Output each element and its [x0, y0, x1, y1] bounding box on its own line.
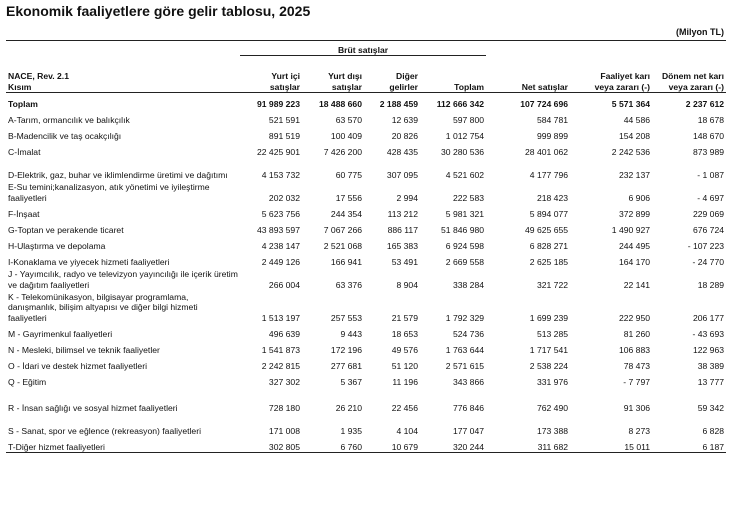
- cell-period-net-profit: 148 670: [692, 131, 725, 141]
- cell-domestic-sales: 5 623 756: [261, 209, 300, 219]
- cell-other-income: 2 994: [396, 193, 418, 203]
- row-label: B-Madencilik ve taş ocakçılığı: [8, 130, 122, 141]
- cell-period-net-profit: 18 289: [697, 280, 725, 290]
- cell-net-sales: 173 388: [536, 426, 569, 436]
- cell-total: 112 666 342: [436, 99, 485, 109]
- cell-domestic-sales: 2 449 126: [261, 257, 300, 267]
- cell-net-sales: 513 285: [536, 329, 569, 339]
- cell-total: 4 521 602: [445, 170, 485, 180]
- cell-period-net-profit: 6 187: [652, 436, 726, 453]
- cell-domestic-sales: 43 893 597: [256, 225, 300, 235]
- header-foreign-sales: Yurt dışı satışlar: [328, 71, 362, 92]
- cell-total: 5 981 321: [445, 209, 485, 219]
- cell-period-net-profit: 13 777: [697, 377, 725, 387]
- unit-label: (Milyon TL): [676, 27, 724, 37]
- row-label: O - İdari ve destek hizmet faaliyetleri: [8, 360, 147, 371]
- row-label: S - Sanat, spor ve eğlence (rekreasyon) faaliyetleri: [8, 425, 201, 436]
- cell-net-sales: 311 682: [486, 436, 570, 453]
- row-label: G-Toptan ve perakende ticaret: [8, 224, 124, 235]
- cell-domestic-sales: 496 639: [268, 329, 300, 339]
- table-row: [6, 436, 726, 453]
- cell-total: 597 800: [452, 115, 485, 125]
- cell-net-sales: 762 490: [536, 403, 569, 413]
- cell-operating-profit: 232 137: [618, 170, 651, 180]
- cell-domestic-sales: 327 302: [268, 377, 300, 387]
- cell-period-net-profit: - 24 770: [692, 257, 725, 267]
- row-label: I-Konaklama ve yiyecek hizmeti faaliyetleri: [8, 256, 170, 267]
- cell-total: 524 736: [452, 329, 485, 339]
- cell-domestic-sales: 728 180: [268, 403, 300, 413]
- row-label: M - Gayrimenkul faaliyetleri: [8, 328, 113, 339]
- table-row: [6, 251, 726, 267]
- table-row: [6, 387, 726, 413]
- cell-domestic-sales: 266 004: [268, 280, 300, 290]
- cell-domestic-sales: 1 541 873: [261, 345, 300, 355]
- table-row: [6, 157, 726, 180]
- cell-domestic-sales: 171 008: [268, 426, 300, 436]
- table-row: [6, 371, 726, 387]
- cell-net-sales: 2 538 224: [529, 361, 569, 371]
- cell-operating-profit: 1 490 927: [611, 225, 651, 235]
- cell-foreign-sales: 63 376: [335, 280, 362, 290]
- cell-operating-profit: 15 011: [570, 436, 652, 453]
- cell-total: 1 792 329: [445, 313, 485, 323]
- cell-total: 222 583: [452, 193, 485, 203]
- cell-foreign-sales: 6 760: [302, 436, 364, 453]
- cell-operating-profit: 91 306: [623, 403, 651, 413]
- cell-operating-profit: 154 208: [618, 131, 651, 141]
- row-label: T-Diğer hizmet faaliyetleri: [6, 436, 240, 453]
- row-label: C-İmalat: [8, 146, 41, 157]
- cell-total: 30 280 536: [441, 147, 485, 157]
- row-label: R - İnsan sağlığı ve sosyal hizmet faaliyetleri: [8, 402, 178, 413]
- cell-foreign-sales: 5 367: [340, 377, 362, 387]
- header-other-income: Diğer gelirler: [389, 71, 418, 92]
- cell-net-sales: 6 828 271: [529, 241, 569, 251]
- cell-other-income: 20 826: [391, 131, 418, 141]
- header-period-net-profit: Dönem net karı veya zararı (-): [652, 41, 726, 93]
- cell-total: 2 669 558: [445, 257, 485, 267]
- cell-operating-profit: 78 473: [623, 361, 651, 371]
- cell-period-net-profit: 229 069: [692, 209, 725, 219]
- cell-domestic-sales: 2 242 815: [261, 361, 300, 371]
- cell-operating-profit: 8 273: [628, 426, 651, 436]
- cell-period-net-profit: - 4 697: [697, 193, 725, 203]
- table-row: [6, 290, 726, 323]
- row-label: Q - Eğitim: [8, 376, 47, 387]
- cell-operating-profit: 222 950: [618, 313, 651, 323]
- cell-domestic-sales: 91 989 223: [256, 99, 300, 109]
- cell-other-income: 8 904: [396, 280, 418, 290]
- cell-net-sales: 218 423: [536, 193, 569, 203]
- row-label: H-Ulaştırma ve depolama: [8, 240, 106, 251]
- cell-total: 1 763 644: [445, 345, 485, 355]
- cell-other-income: 428 435: [386, 147, 418, 157]
- cell-other-income: 10 679: [364, 436, 420, 453]
- cell-foreign-sales: 257 553: [330, 313, 362, 323]
- cell-period-net-profit: 6 828: [702, 426, 725, 436]
- table-row: [6, 323, 726, 339]
- cell-foreign-sales: 63 570: [335, 115, 362, 125]
- cell-operating-profit: 22 141: [623, 280, 651, 290]
- table-row: [6, 267, 726, 290]
- cell-operating-profit: 5 571 364: [611, 99, 651, 109]
- cell-foreign-sales: 60 775: [335, 170, 362, 180]
- cell-other-income: 22 456: [391, 403, 418, 413]
- cell-foreign-sales: 172 196: [330, 345, 362, 355]
- cell-domestic-sales: 4 238 147: [261, 241, 300, 251]
- cell-other-income: 886 117: [387, 225, 418, 235]
- cell-net-sales: 584 781: [536, 115, 569, 125]
- cell-other-income: 18 653: [391, 329, 418, 339]
- table-row: [6, 339, 726, 355]
- cell-foreign-sales: 100 409: [330, 131, 362, 141]
- cell-foreign-sales: 17 556: [335, 193, 362, 203]
- table-row: [6, 235, 726, 251]
- header-gross-sales: Brüt satışlar: [240, 41, 486, 56]
- cell-net-sales: 28 401 062: [525, 147, 569, 157]
- cell-domestic-sales: 521 591: [268, 115, 300, 125]
- cell-other-income: 49 576: [391, 345, 418, 355]
- cell-foreign-sales: 1 935: [340, 426, 362, 436]
- cell-total: 338 284: [452, 280, 485, 290]
- row-label: F-İnşaat: [8, 208, 40, 219]
- cell-domestic-sales: 22 425 901: [256, 147, 300, 157]
- cell-domestic-sales: 202 032: [268, 193, 300, 203]
- cell-foreign-sales: 166 941: [330, 257, 362, 267]
- cell-net-sales: 321 722: [536, 280, 569, 290]
- table-row: [6, 355, 726, 371]
- row-label: A-Tarım, ormancılık ve balıkçılık: [8, 114, 130, 125]
- cell-other-income: 11 196: [392, 377, 418, 387]
- cell-net-sales: 107 724 696: [520, 99, 569, 109]
- cell-domestic-sales: 891 519: [268, 131, 300, 141]
- cell-other-income: 2 188 459: [379, 99, 418, 109]
- table-row: [6, 219, 726, 235]
- cell-operating-profit: 44 586: [623, 115, 651, 125]
- row-label: Toplam: [8, 98, 38, 109]
- income-table: [6, 40, 726, 453]
- cell-period-net-profit: 122 963: [692, 345, 725, 355]
- cell-domestic-sales: 302 805: [240, 436, 302, 453]
- cell-total: 1 012 754: [445, 131, 485, 141]
- cell-foreign-sales: 277 681: [330, 361, 362, 371]
- cell-other-income: 53 491: [391, 257, 418, 267]
- table-row: [6, 180, 726, 203]
- cell-period-net-profit: - 43 693: [692, 329, 725, 339]
- table-row: [6, 141, 726, 157]
- cell-other-income: 51 120: [391, 361, 418, 371]
- cell-foreign-sales: 9 443: [340, 329, 362, 339]
- cell-total: 177 047: [452, 426, 485, 436]
- cell-net-sales: 999 899: [536, 131, 569, 141]
- header-net-sales: Net satışlar: [486, 41, 570, 93]
- cell-period-net-profit: 873 989: [692, 147, 725, 157]
- cell-total: 320 244: [420, 436, 486, 453]
- cell-total: 51 846 980: [441, 225, 485, 235]
- header-operating-profit: Faaliyet karı veya zararı (-): [570, 41, 652, 93]
- cell-total: 2 571 615: [445, 361, 485, 371]
- cell-foreign-sales: 18 488 660: [318, 99, 362, 109]
- cell-net-sales: 331 976: [536, 377, 569, 387]
- cell-foreign-sales: 7 426 200: [323, 147, 362, 157]
- page-title: Ekonomik faaliyetlere göre gelir tablosu, 2025: [6, 3, 311, 19]
- cell-other-income: 113 212: [387, 209, 418, 219]
- cell-foreign-sales: 26 210: [335, 403, 362, 413]
- cell-operating-profit: 2 242 536: [611, 147, 651, 157]
- cell-operating-profit: 81 260: [623, 329, 651, 339]
- cell-net-sales: 5 894 077: [529, 209, 569, 219]
- cell-other-income: 4 104: [396, 426, 418, 436]
- cell-other-income: 12 639: [391, 115, 418, 125]
- cell-period-net-profit: 676 724: [692, 225, 725, 235]
- row-label: J - Yayımcılık, radyo ve televizyon yayıncılığı ile içerik üretim ve dağıtım faaliyetleri: [8, 269, 238, 290]
- row-label: E-Su temini;kanalizasyon, atık yönetimi ve iyileştirme faaliyetleri: [8, 182, 210, 203]
- cell-foreign-sales: 244 354: [330, 209, 362, 219]
- table-row: [6, 413, 726, 436]
- cell-period-net-profit: 38 389: [697, 361, 725, 371]
- cell-foreign-sales: 2 521 068: [323, 241, 362, 251]
- cell-other-income: 307 095: [386, 170, 418, 180]
- row-label: D-Elektrik, gaz, buhar ve iklimlendirme üretimi ve dağıtımı: [8, 169, 228, 180]
- cell-net-sales: 4 177 796: [529, 170, 569, 180]
- cell-foreign-sales: 7 067 266: [323, 225, 362, 235]
- header-nace-line1: NACE, Rev. 2.1: [8, 71, 69, 82]
- cell-period-net-profit: 206 177: [692, 313, 725, 323]
- cell-operating-profit: - 7 797: [623, 377, 651, 387]
- row-label: K - Telekomünikasyon, bilgisayar programlama, danışmanlık, bilişim altyapısı ve diğer bilgi hizmeti faaliyetleri: [8, 291, 198, 323]
- cell-operating-profit: 244 495: [618, 241, 651, 251]
- cell-other-income: 21 579: [391, 313, 418, 323]
- header-total: Toplam: [454, 81, 485, 92]
- cell-domestic-sales: 4 153 732: [261, 170, 300, 180]
- cell-total: 6 924 598: [445, 241, 485, 251]
- cell-net-sales: 1 699 239: [529, 313, 569, 323]
- cell-operating-profit: 164 170: [618, 257, 651, 267]
- cell-period-net-profit: 2 237 612: [685, 99, 725, 109]
- cell-other-income: 165 383: [386, 241, 418, 251]
- cell-period-net-profit: - 1 087: [697, 170, 725, 180]
- cell-operating-profit: 372 899: [618, 209, 651, 219]
- cell-period-net-profit: 18 678: [697, 115, 725, 125]
- header-domestic-sales: Yurt içi satışlar: [269, 71, 300, 92]
- header-nace: [6, 41, 240, 93]
- table-row: [6, 125, 726, 141]
- cell-net-sales: 2 625 185: [529, 257, 569, 267]
- header-nace-line2: Kısım: [8, 81, 32, 92]
- row-label: N - Mesleki, bilimsel ve teknik faaliyetler: [8, 344, 160, 355]
- cell-net-sales: 49 625 655: [525, 225, 569, 235]
- cell-domestic-sales: 1 513 197: [261, 313, 300, 323]
- cell-net-sales: 1 717 541: [529, 345, 569, 355]
- total-row: [6, 93, 726, 110]
- table-row: [6, 109, 726, 125]
- cell-total: 343 866: [452, 377, 485, 387]
- cell-total: 776 846: [452, 403, 485, 413]
- sector-rows: [6, 109, 726, 453]
- cell-period-net-profit: - 107 223: [687, 241, 725, 251]
- table-row: [6, 203, 726, 219]
- cell-operating-profit: 106 883: [618, 345, 651, 355]
- cell-period-net-profit: 59 342: [697, 403, 725, 413]
- cell-operating-profit: 6 906: [628, 193, 651, 203]
